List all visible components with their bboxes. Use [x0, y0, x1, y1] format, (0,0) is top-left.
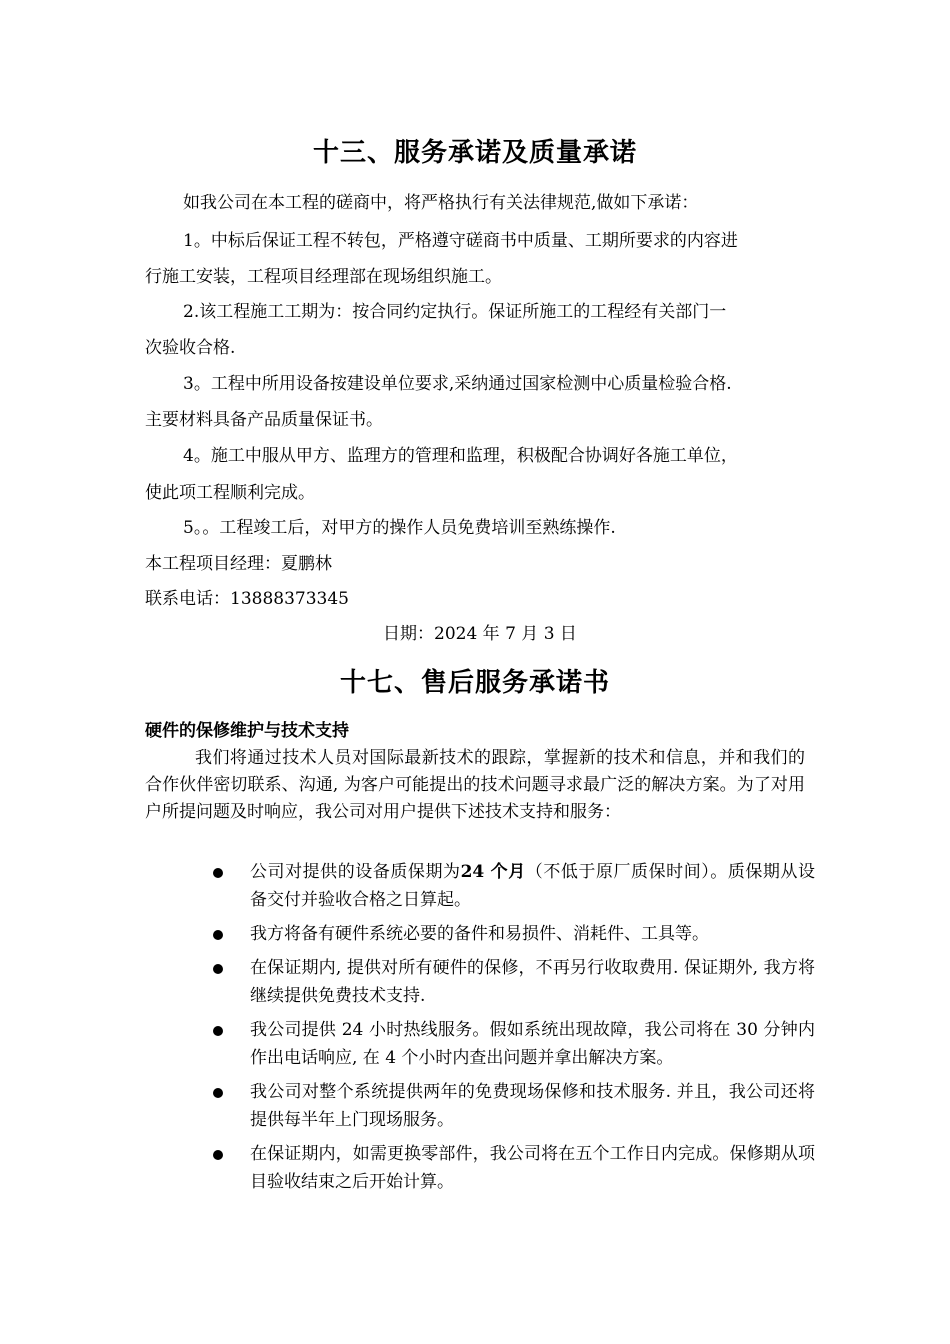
bullet-icon [213, 868, 223, 878]
intro-text: 如我公司在本工程的磋商中，将严格执行有关法律规范,做如下承诺： [183, 193, 699, 213]
list-item [145, 920, 815, 948]
commitment-4-line-2: 使此项工程顺利完成。 [145, 483, 315, 503]
list-item [145, 1078, 815, 1134]
list-item [145, 858, 815, 914]
bullet-icon [213, 1026, 223, 1036]
bullet-icon [213, 964, 223, 974]
commitment-3-line-2: 主要材料具备产品质量保证书。 [145, 410, 383, 430]
bullet-1-text-pre: 公司对提供的设备质保期为 [250, 862, 461, 882]
bullet-6-text: 在保证期内，如需更换零部件，我公司将在五个工作日内完成。保修期从项目验收结束之后开始计算。 [250, 1144, 815, 1192]
bullet-icon [213, 1150, 223, 1160]
section-title-service-quality: 十三、服务承诺及质量承诺 [312, 138, 637, 168]
commitment-5: 5。。工程竣工后，对甲方的操作人员免费培训至熟练操作. [183, 518, 616, 538]
bullet-4-text: 我公司提供 24 小时热线服务。假如系统出现故障，我公司将在 30 分钟内作出电话响应, 在 4 个小时内查出问题并拿出解决方案。 [250, 1020, 815, 1068]
bullet-3-text: 在保证期内, 提供对所有硬件的保修，不再另行收取费用. 保证期外, 我方将继续提供免费技术支持. [250, 958, 815, 1006]
bullet-1-text-post: （不低于原厂质保时间）。质保期从设备交付并验收合格之日算起。 [250, 862, 816, 910]
project-manager: 本工程项目经理：夏鹏林 [145, 554, 332, 574]
section-title-after-sales: 十七、售后服务承诺书 [339, 668, 610, 698]
commitment-2-line-1: 2.该工程施工工期为：按合同约定执行。保证所施工的工程经有关部门一 [183, 302, 727, 322]
bullet-5-text: 我公司对整个系统提供两年的免费现场保修和技术服务. 并且，我公司还将提供每半年上门现场服务。 [250, 1082, 815, 1130]
support-paragraph: 我们将通过技术人员对国际最新技术的跟踪，掌握新的技术和信息，并和我们的合作伙伴密切联系、沟通, 为客户可能提出的技术问题寻求最广泛的解决方案。为了对用户所提问题及时响应，我公司对用户提供下述技术支持和服务： [145, 748, 805, 822]
commitment-4-line-1: 4。施工中服从甲方、监理方的管理和监理，积极配合协调好各施工单位， [183, 446, 738, 466]
bullet-1-warranty-term: 24 个月 [460, 862, 526, 882]
date: 日期：2024 年 7 月 3 日 [383, 624, 577, 644]
bullet-2-text: 我方将备有硬件系统必要的备件和易损件、消耗件、工具等。 [250, 924, 709, 944]
subheading-hardware-support: 硬件的保修维护与技术支持 [145, 721, 349, 741]
list-item [145, 1140, 815, 1196]
support-bullet-list [145, 858, 815, 1202]
commitment-1-line-2: 行施工安装，工程项目经理部在现场组织施工。 [145, 267, 502, 287]
commitment-3-line-1: 3。工程中所用设备按建设单位要求,采纳通过国家检测中心质量检验合格. [183, 374, 732, 394]
list-item [145, 954, 815, 1010]
bullet-icon [213, 1088, 223, 1098]
commitment-1-line-1: 1。中标后保证工程不转包，严格遵守磋商书中质量、工期所要求的内容进 [183, 231, 738, 251]
bullet-icon [213, 930, 223, 940]
contact-phone: 联系电话：13888373345 [145, 589, 349, 609]
commitment-2-line-2: 次验收合格. [145, 338, 236, 358]
list-item [145, 1016, 815, 1072]
